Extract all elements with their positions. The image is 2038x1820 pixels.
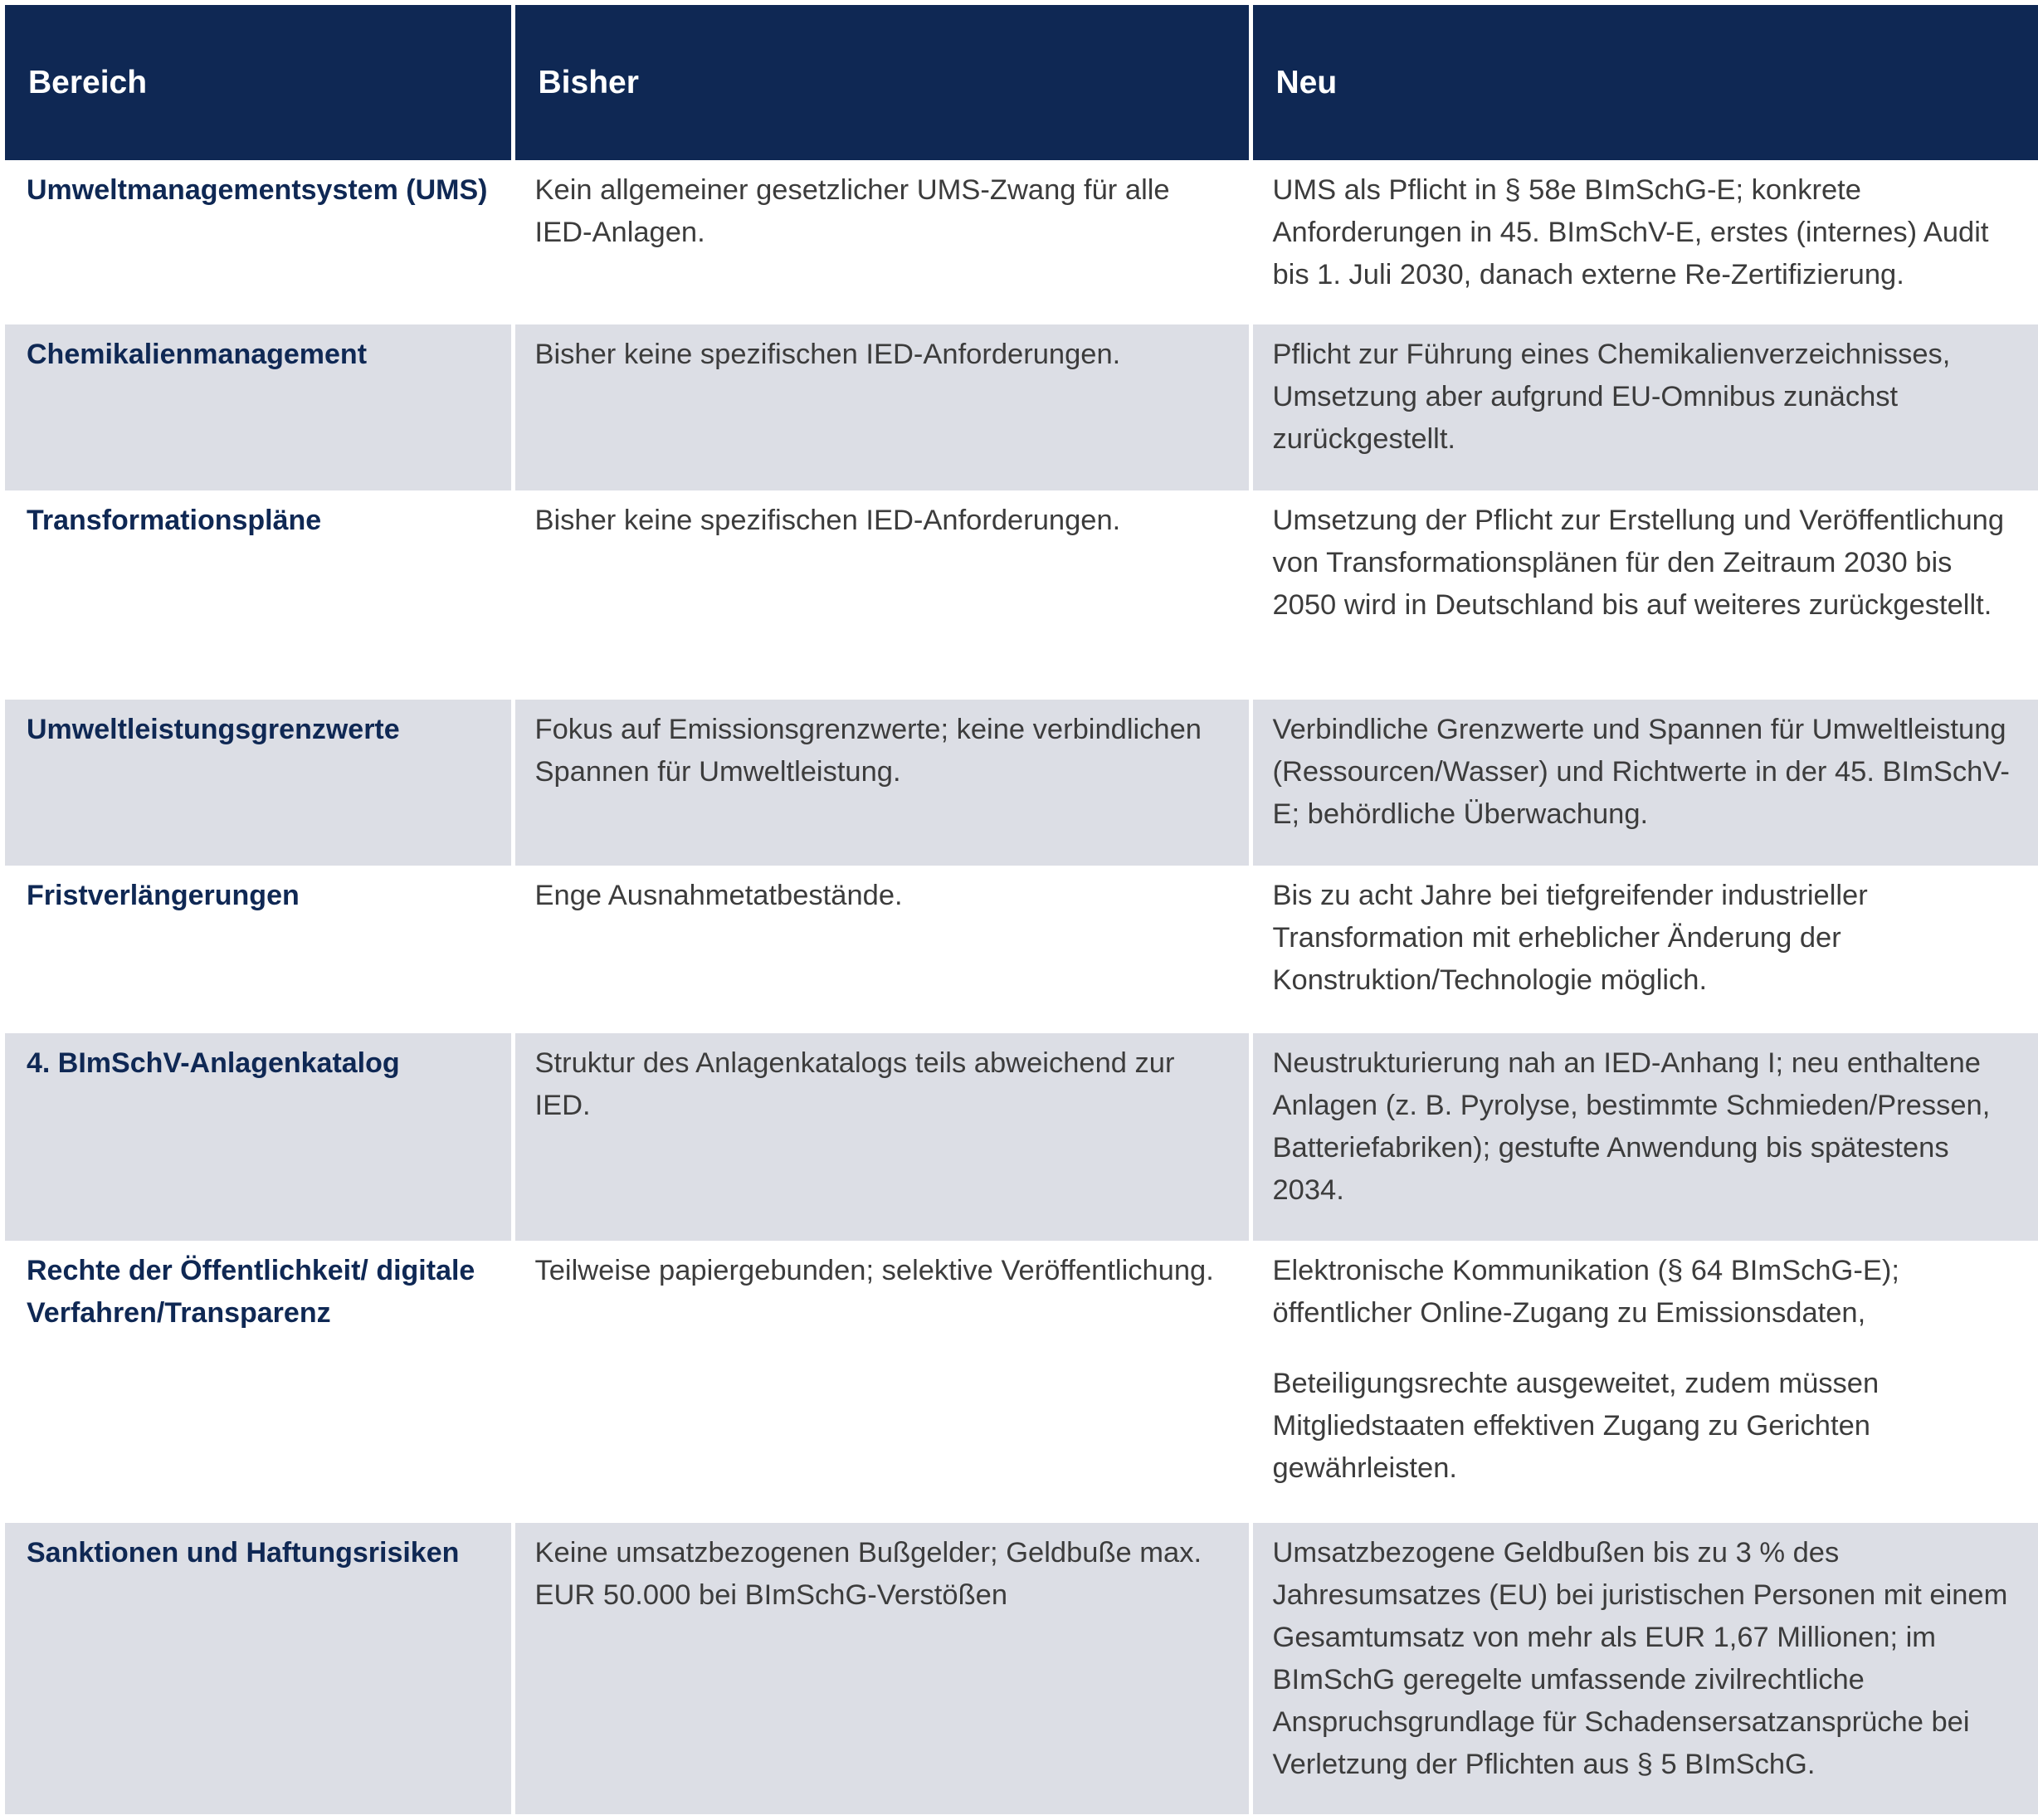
bereich-cell: Transformationspläne: [2, 490, 513, 700]
bisher-cell: Bisher keine spezifischen IED-Anforderungen.: [513, 490, 1251, 700]
neu-cell: [1251, 700, 2038, 866]
bereich-cell: Chemikalienmanagement: [2, 324, 513, 490]
neu-cell: [1251, 160, 2038, 324]
bisher-cell: Fokus auf Emissionsgrenzwerte; keine verbindlichen Spannen für Umweltleistung.: [513, 700, 1251, 866]
bereich-cell: Rechte der Öffentlichkeit/ digitale Verfahren/Transparenz: [2, 1241, 513, 1523]
table-row: [2, 160, 2038, 324]
neu-cell: [1251, 1523, 2038, 1814]
table-row: [2, 1033, 2038, 1241]
bereich-cell: Fristverlängerungen: [2, 866, 513, 1033]
table-row: [2, 1523, 2038, 1814]
neu-paragraph: Neustrukturierung nah an IED-Anhang I; neu enthaltene Anlagen (z. B. Pyrolyse, bestimmte Schmieden/Pressen, Batteriefabriken); gestufte Anwendung bis spätestens 2034.: [1272, 1047, 1991, 1206]
header-row: [2, 2, 2038, 160]
header-bisher: Bisher: [513, 2, 1251, 160]
neu-paragraph: Elektronische Kommunikation (§ 64 BImSchG-E); öffentlicher Online-Zugang zu Emissionsdaten,: [1272, 1255, 1899, 1329]
bisher-cell: Bisher keine spezifischen IED-Anforderungen.: [513, 324, 1251, 490]
table-row: [2, 490, 2038, 700]
bisher-cell: Struktur des Anlagenkatalogs teils abweichend zur IED.: [513, 1033, 1251, 1241]
neu-paragraph: Umsatzbezogene Geldbußen bis zu 3 % des Jahresumsatzes (EU) bei juristischen Personen mit einem Gesamtumsatz von mehr als EUR 1,67 Millionen; im BImSchG geregelte umfassende zivilrechtliche Anspruchsgrundlage für Schadensersatzansprüche bei Verletzung der Pflichten aus § 5 BImSchG.: [1272, 1537, 2008, 1780]
bereich-cell: 4. BImSchV-Anlagenkatalog: [2, 1033, 513, 1241]
bisher-cell: Kein allgemeiner gesetzlicher UMS-Zwang für alle IED-Anlagen.: [513, 160, 1251, 324]
neu-paragraph: Umsetzung der Pflicht zur Erstellung und Veröffentlichung von Transformationsplänen für den Zeitraum 2030 bis 2050 wird in Deutschland bis auf weiteres zurückgestellt.: [1272, 505, 2005, 621]
neu-paragraph: UMS als Pflicht in § 58e BImSchG-E; konkrete Anforderungen in 45. BImSchV-E, erstes (internes) Audit bis 1. Juli 2030, danach externe Re-Zertifizierung.: [1272, 174, 1989, 290]
bereich-cell: Umweltmanagementsystem (UMS): [2, 160, 513, 324]
bereich-cell: Umweltleistungsgrenzwerte: [2, 700, 513, 866]
neu-paragraph: Pflicht zur Führung eines Chemikalienverzeichnisses, Umsetzung aber aufgrund EU-Omnibus zunächst zurückgestellt.: [1272, 339, 1951, 455]
neu-paragraph: Beteiligungsrechte ausgeweitet, zudem müssen Mitgliedstaaten effektiven Zugang zu Gerichten gewährleisten.: [1272, 1368, 1880, 1484]
header-neu: Neu: [1251, 2, 2038, 160]
bisher-cell: Keine umsatzbezogenen Bußgelder; Geldbuße max. EUR 50.000 bei BImSchG-Verstößen: [513, 1523, 1251, 1814]
neu-paragraph: Bis zu acht Jahre bei tiefgreifender industrieller Transformation mit erheblicher Änderung der Konstruktion/Technologie möglich.: [1272, 880, 1868, 996]
neu-cell: [1251, 490, 2038, 700]
table-row: [2, 1241, 2038, 1523]
header-bereich: Bereich: [2, 2, 513, 160]
table-row: [2, 700, 2038, 866]
neu-cell: [1251, 1241, 2038, 1523]
neu-cell: [1251, 866, 2038, 1033]
bereich-cell: Sanktionen und Haftungsrisiken: [2, 1523, 513, 1814]
bisher-cell: Teilweise papiergebunden; selektive Veröffentlichung.: [513, 1241, 1251, 1523]
bisher-cell: Enge Ausnahmetatbestände.: [513, 866, 1251, 1033]
neu-cell: [1251, 324, 2038, 490]
neu-cell: [1251, 1033, 2038, 1241]
table-row: [2, 866, 2038, 1033]
table-row: [2, 324, 2038, 490]
neu-paragraph: Verbindliche Grenzwerte und Spannen für Umweltleistung (Ressourcen/Wasser) und Richtwerte in der 45. BImSchV-E; behördliche Überwachung.: [1272, 714, 2010, 830]
